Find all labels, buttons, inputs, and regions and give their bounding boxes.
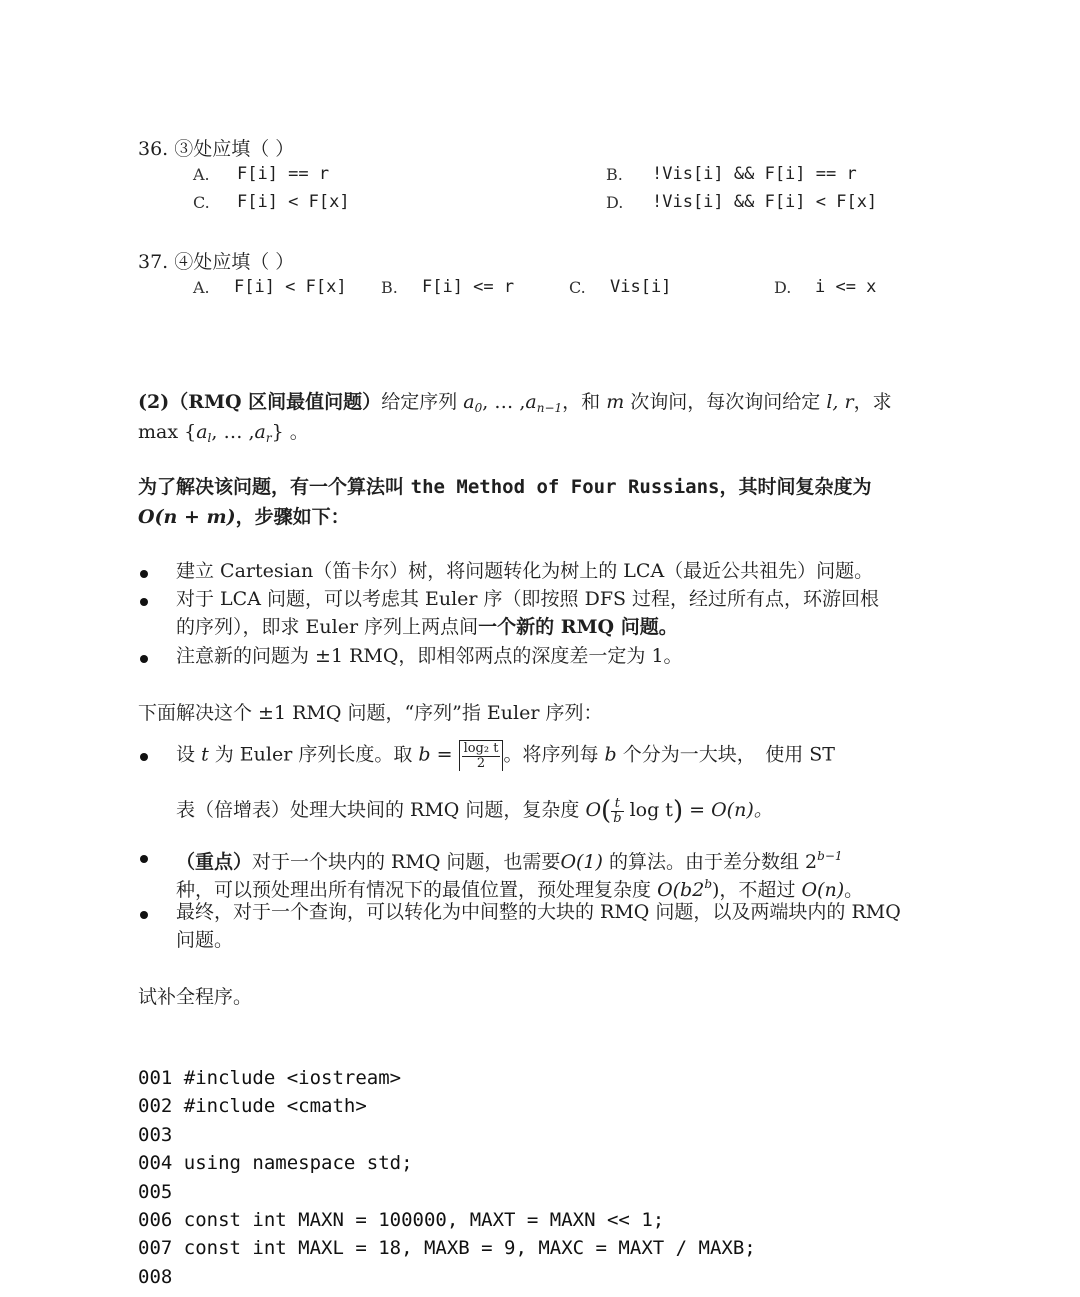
b2-o1: O(1) xyxy=(560,851,603,873)
b2-text-b: 的算法。由于差分数组 xyxy=(608,851,799,873)
q36-option-d-code: !Vis[i] && F[i] < F[x] xyxy=(652,192,878,212)
b2-ob2: O(b2 xyxy=(657,879,705,901)
b2-sup: b−1 xyxy=(817,849,843,863)
code-line-006: 006 const int MAXN = 100000, MAXT = MAXN << 1; xyxy=(138,1209,665,1231)
q37-option-d-letter: D. xyxy=(774,278,792,297)
fill-program-prompt: 试补全程序。 xyxy=(138,986,253,1008)
q36-option-c-code: F[i] < F[x] xyxy=(237,192,350,212)
b1-text-d: 个分为一大块， 使用 ST xyxy=(622,743,835,766)
var-m: m xyxy=(606,391,625,413)
b1-var-t: t xyxy=(201,743,209,766)
b1-big-o: O xyxy=(585,799,602,821)
code-line-001: 001 #include <iostream> xyxy=(138,1067,402,1089)
b2-two: 2 xyxy=(805,851,818,873)
q36-option-b-code: !Vis[i] && F[i] == r xyxy=(652,164,857,184)
b1-log-t: log t xyxy=(629,799,673,821)
code-line-007: 007 const int MAXL = 18, MAXB = 9, MAXC = MAXT / MAXB; xyxy=(138,1237,756,1259)
bullet3-text: 注意新的问题为 ±1 RMQ，即相邻两点的深度差一定为 1。 xyxy=(176,645,683,667)
pm1-rmq-intro: 下面解决这个 ±1 RMQ 问题，“序列”指 Euler 序列： xyxy=(138,702,603,724)
rmq-heading-line2 xyxy=(138,418,309,452)
rmq-heading-text-b: ，和 xyxy=(562,391,601,413)
bullet4-line2 xyxy=(176,796,773,826)
rmq-heading-line1 xyxy=(138,388,892,422)
b2-key-point: （重点） xyxy=(176,851,253,873)
algo-name: the Method of Four Russians xyxy=(410,476,720,498)
max-end: } 。 xyxy=(271,421,309,443)
code-line-005: 005 xyxy=(138,1181,173,1203)
b2-ob2-sup: b xyxy=(704,877,712,891)
code-line-004: 004 using namespace std; xyxy=(138,1152,413,1174)
q37-option-a-code: F[i] < F[x] xyxy=(234,277,347,297)
algo-intro-line2 xyxy=(138,503,350,531)
algo-intro-line1 xyxy=(138,473,872,501)
q36-option-a-code: F[i] == r xyxy=(237,164,330,184)
q37-option-a-letter: A. xyxy=(193,278,210,297)
q37-option-c-letter: C. xyxy=(569,278,586,297)
b1-text-c: 。将序列每 xyxy=(503,743,599,766)
b2-ob2-end: ) xyxy=(712,879,720,901)
bullet-6 xyxy=(140,911,148,919)
bullet-4 xyxy=(140,753,148,761)
complexity-o-n-m: O(n + m) xyxy=(138,506,236,528)
b1-line2-text: 表（倍增表）处理大块间的 RMQ 问题，复杂度 xyxy=(176,799,580,821)
q37-option-b-code: F[i] <= r xyxy=(422,277,515,297)
log-fraction-den: 2 xyxy=(476,755,486,771)
rmq-heading-text-a: 给定序列 xyxy=(381,391,458,413)
seq-a-2: a xyxy=(525,391,537,413)
b2-on: O(n) xyxy=(801,879,845,901)
t-over-b-fraction xyxy=(611,797,623,826)
b2-line2-text-a: 种，可以预处理出所有情况下的最值位置，预处理复杂度 xyxy=(176,879,652,901)
b1-b-eq: b = xyxy=(418,743,453,766)
rmq-heading-text-d: ，求 xyxy=(853,391,892,413)
q37-option-d-code: i <= x xyxy=(815,277,877,297)
rmq-heading-text-c: 次询问，每次询问给定 xyxy=(630,391,821,413)
algo-text-a: 为了解决该问题，有一个算法叫 xyxy=(138,476,405,498)
code-line-003: 003 xyxy=(138,1124,173,1146)
bullet2-text-line1: 对于 LCA 问题，可以考虑其 Euler 序（即按照 DFS 过程，经过所有点，环游回根 xyxy=(176,588,880,610)
algo-steps-label: ，步骤如下： xyxy=(235,506,350,528)
q36-option-b-letter: B. xyxy=(606,165,623,184)
bullet-1 xyxy=(140,570,148,578)
b1-var-b: b xyxy=(604,743,617,766)
bullet6-line2: 问题。 xyxy=(176,929,234,951)
b1-right-paren: ) xyxy=(672,796,684,826)
b2-text-a: 对于一个块内的 RMQ 问题，也需要 xyxy=(252,851,561,873)
b1-text-b: 为 Euler 序列长度。取 xyxy=(214,743,413,766)
seq-sub-0: 0 xyxy=(474,401,483,415)
max-expr: max { xyxy=(138,421,197,443)
max-mid: , … , xyxy=(211,421,255,443)
bullet-2 xyxy=(140,598,148,606)
bullet4-line1 xyxy=(176,740,835,771)
bullet1-text: 建立 Cartesian（笛卡尔）树，将问题转化为树上的 LCA（最近公共祖先）问题。 xyxy=(176,560,874,582)
bullet-3 xyxy=(140,655,148,663)
ceil-bracket xyxy=(459,740,504,771)
seq-a: a xyxy=(463,391,475,413)
seq-dots: , … , xyxy=(482,391,526,413)
code-line-002: 002 #include <cmath> xyxy=(138,1095,367,1117)
max-sub-r: r xyxy=(265,431,272,445)
var-lr: l, r xyxy=(826,391,854,413)
question-36-title: 36. ③处应填（ ） xyxy=(138,138,295,160)
bullet6-line1: 最终，对于一个查询，可以转化为中间整的大块的 RMQ 问题，以及两端块内的 RMQ xyxy=(176,901,901,923)
b1-text-a: 设 xyxy=(176,743,196,766)
q37-option-b-letter: B. xyxy=(381,278,398,297)
q37-option-c-code: Vis[i] xyxy=(610,277,672,297)
question-37-title: 37. ④处应填（ ） xyxy=(138,251,295,273)
code-line-008: 008 xyxy=(138,1266,173,1288)
b2-line2-text-c: 。 xyxy=(844,879,864,901)
max-a: a xyxy=(196,421,208,443)
t-over-b-num: t xyxy=(611,797,623,812)
max-a-2: a xyxy=(254,421,266,443)
log-fraction xyxy=(462,742,501,771)
q36-option-d-letter: D. xyxy=(606,193,624,212)
algo-text-b: ，其时间复杂度为 xyxy=(719,476,872,498)
bullet-5 xyxy=(140,855,148,863)
bullet2-text-line2 xyxy=(176,613,678,641)
log-fraction-num: log₂ t xyxy=(463,740,499,756)
q36-option-c-letter: C. xyxy=(193,193,210,212)
seq-sub-n1: n−1 xyxy=(536,401,563,415)
b2-line2-text-b: ，不超过 xyxy=(719,879,796,901)
q36-option-a-letter: A. xyxy=(193,165,210,184)
bullet2-line2-bold: 一个新的 RMQ 问题。 xyxy=(478,616,678,638)
rmq-heading-bold: (2)（RMQ 区间最值问题） xyxy=(138,391,382,413)
b1-left-paren: ( xyxy=(601,796,612,826)
bullet2-line2-a: 的序列），即求 Euler 序列上两点间 xyxy=(176,616,479,638)
t-over-b-den: b xyxy=(613,810,622,826)
max-sub-l: l xyxy=(207,431,212,445)
b1-eq-on: = O(n)。 xyxy=(689,799,773,821)
